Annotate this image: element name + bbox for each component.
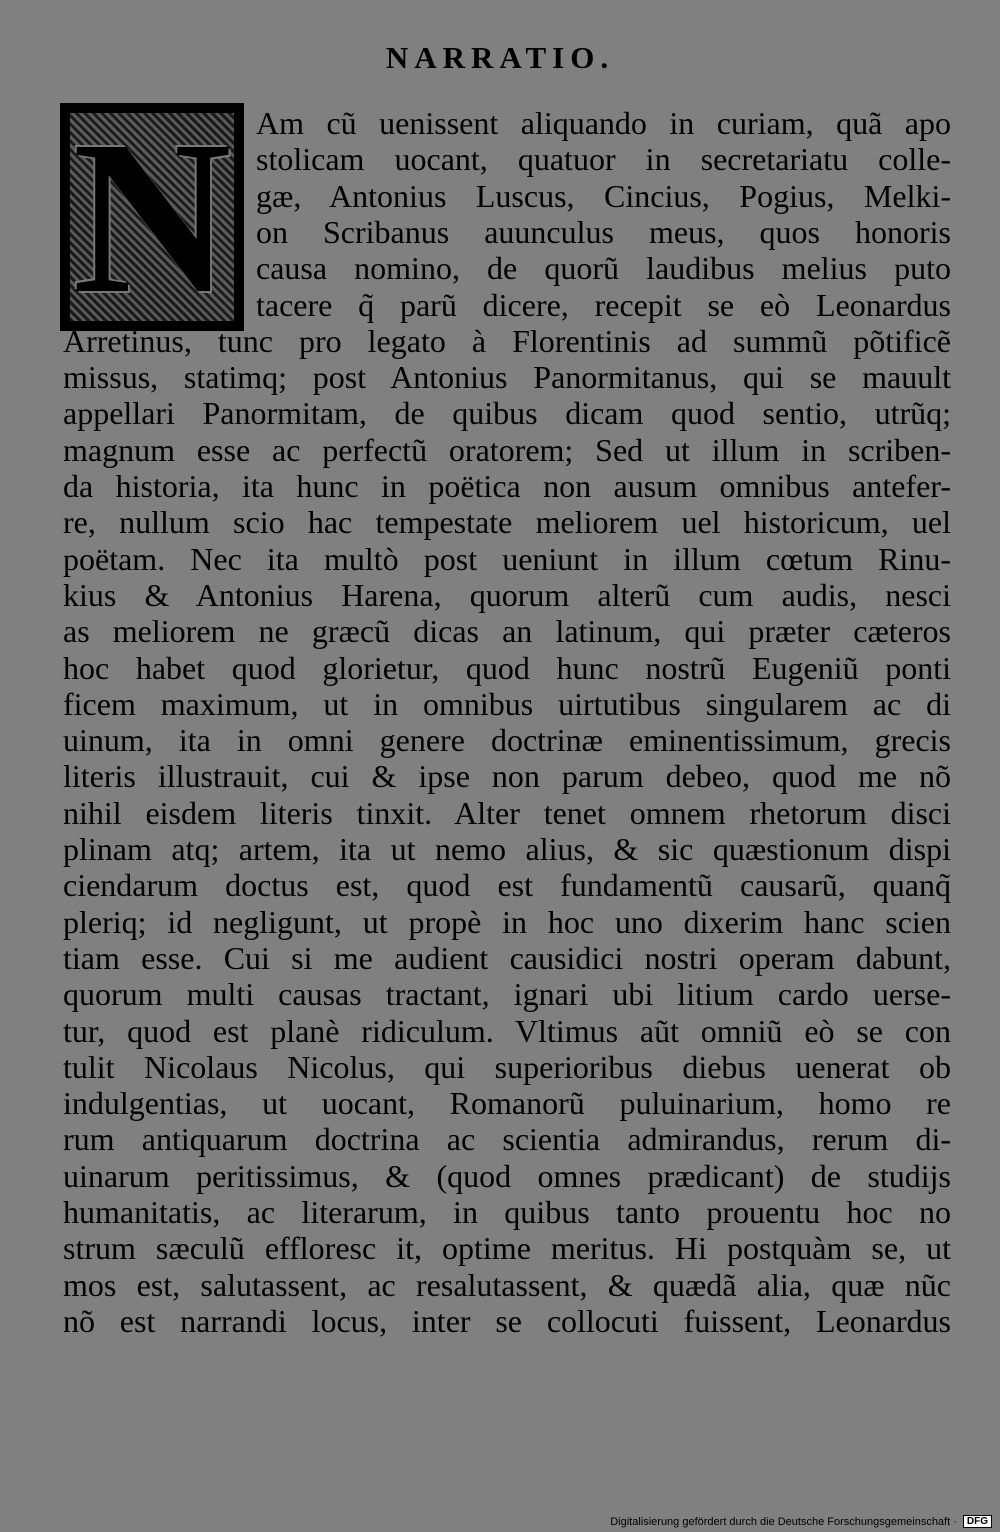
text-line: mos est, salutassent, ac resalutassent, & quædã alia, quæ nũc xyxy=(63,1266,951,1303)
text-line: rum antiquarum doctrina ac scientia admirandus, rerum di- xyxy=(63,1121,951,1158)
credit-text: Digitalisierung gefördert durch die Deutsche Forschungsgemeinschaft · xyxy=(610,1515,957,1528)
text-line: missus, statimq; post Antonius Panormitanus, qui se mauult xyxy=(63,359,951,396)
initial-letter: N xyxy=(72,95,232,339)
text-line: indulgentias, ut uocant, Romanorũ puluinarium, homo re xyxy=(63,1085,951,1122)
text-line: tur, quod est planè ridiculum. Vltimus aũt omniũ eò se con xyxy=(63,1012,951,1049)
text-line: tacere q̃ parũ dicere, recepit se eò Leonardus xyxy=(256,286,951,323)
text-line: magnum esse ac perfectũ oratorem; Sed ut illum in scriben- xyxy=(63,431,951,468)
text-line: ciendarum doctus est, quod est fundamentũ causarũ, quanq̃ xyxy=(63,867,951,904)
text-line: humanitatis, ac literarum, in quibus tanto prouentu hoc no xyxy=(63,1194,951,1230)
text-line: da historia, ita hunc in poëtica non ausum omnibus antefer- xyxy=(63,468,951,504)
text-line: tiam esse. Cui si me audient causidici nostri operam dabunt, xyxy=(63,939,951,976)
text-line: nõ est narrandi locus, inter se collocuti fuissent, Leonardus xyxy=(63,1302,951,1339)
text-line: causa nomino, de quorũ laudibus melius puto xyxy=(256,250,951,287)
text-line: uinarum peritissimus, & (quod omnes prædicant) de studijs xyxy=(63,1157,951,1194)
text-line: stolicam uocant, quatuor in secretariatu colle- xyxy=(256,141,951,178)
text-line: gæ, Antonius Luscus, Cincius, Pogius, Melki- xyxy=(256,177,951,214)
text-line: pleriq; id negligunt, ut propè in hoc uno dixerim hanc scien xyxy=(63,903,951,940)
text-line: poëtam. Nec ita multò post ueniunt in illum cœtum Rinu- xyxy=(63,540,951,577)
text-line: uinum, ita in omni genere doctrinæ eminentissimum, grecis xyxy=(63,722,951,759)
decorated-initial xyxy=(60,95,244,339)
text-line: re, nullum scio hac tempestate meliorem uel historicum, uel xyxy=(63,504,951,541)
dfg-logo: DFG xyxy=(963,1515,992,1528)
text-line: quorum multi causas tractant, ignari ubi litium cardo uerse- xyxy=(63,976,951,1013)
text-line: as meliorem ne græcũ dicas an latinum, qui præter cæteros xyxy=(63,613,951,650)
text-line: Arretinus, tunc pro legato à Florentinis ad summũ põtificẽ xyxy=(63,322,951,359)
text-line: strum sæculũ effloresc it, optime meritus. Hi postquàm se, ut xyxy=(63,1230,951,1267)
text-line: kius & Antonius Harena, quorum alterũ cum audis, nesci xyxy=(63,576,951,613)
digitization-credit xyxy=(610,1515,992,1528)
text-line: hoc habet quod glorietur, quod hunc nostrũ Eugeniũ ponti xyxy=(63,649,951,686)
text-line: nihil eisdem literis tinxit. Alter tenet omnem rhetorum disci xyxy=(63,794,951,831)
text-line: appellari Panormitam, de quibus dicam quod sentio, utrũq; xyxy=(63,395,951,432)
text-line: ficem maximum, ut in omnibus uirtutibus singularem ac di xyxy=(63,685,951,722)
text-line: Am cũ uenissent aliquando in curiam, quã apo xyxy=(256,105,951,141)
text-line: literis illustrauit, cui & ipse non parum debeo, quod me nõ xyxy=(63,758,951,795)
page-heading: NARRATIO. xyxy=(385,40,615,75)
text-line: on Scribanus auunculus meus, quos honoris xyxy=(256,213,951,250)
text-line: plinam atq; artem, ita ut nemo alius, & sic quæstionum dispi xyxy=(63,831,951,867)
text-line: tulit Nicolaus Nicolus, qui superioribus diebus uenerat ob xyxy=(63,1048,951,1085)
